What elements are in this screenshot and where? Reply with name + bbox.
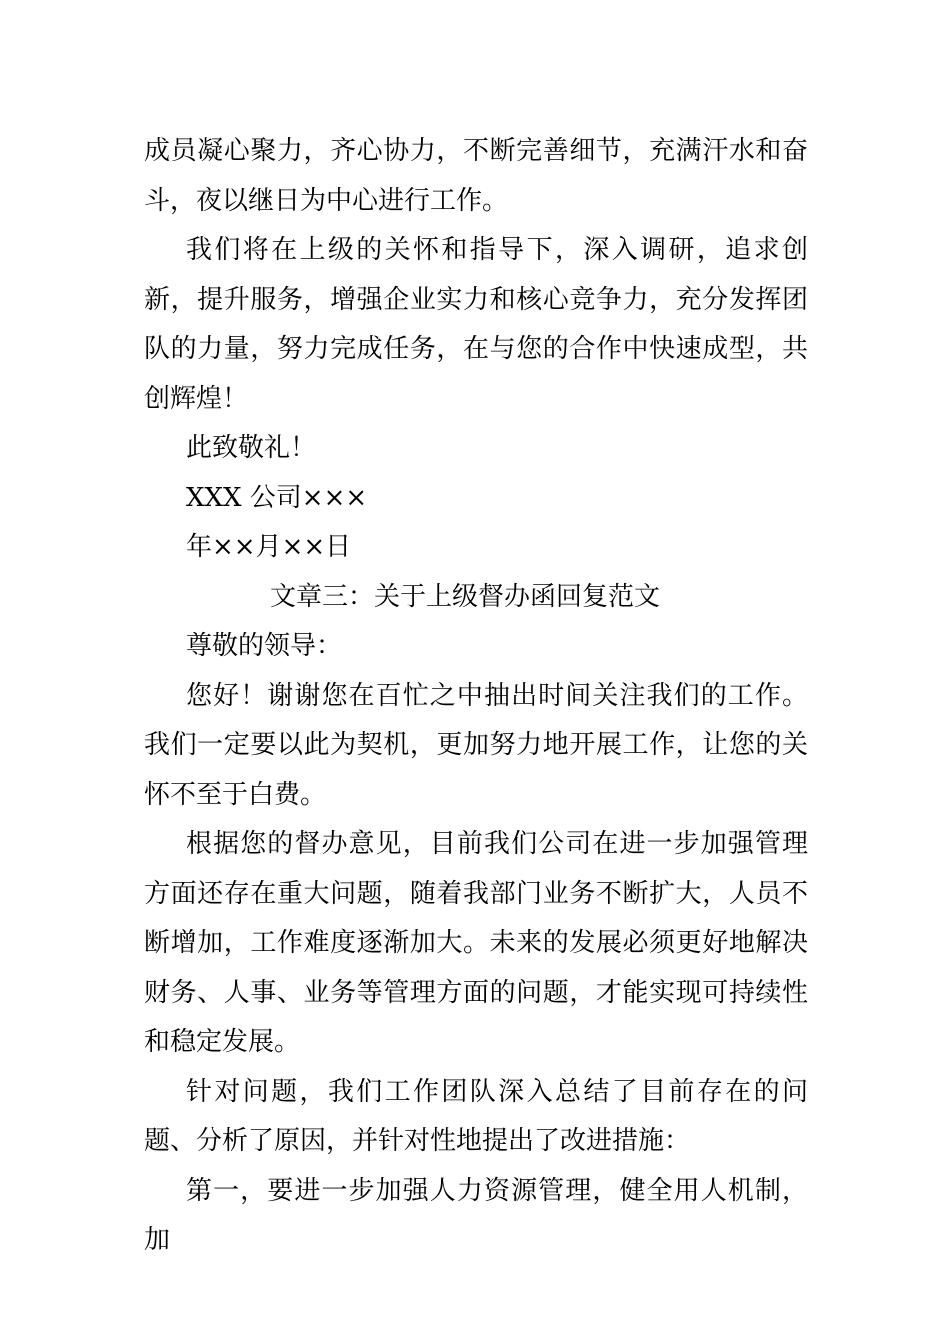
paragraph-greeting: 您好！谢谢您在百忙之中抽出时间关注我们的工作。我们一定要以此为契机，更加努力地开展工作，让您的关怀不至于白费。 [144, 680, 808, 810]
signature-company: XXX 公司××× [186, 482, 368, 513]
paragraph-commitment: 我们将在上级的关怀和指导下，深入调研，追求创新，提升服务，增强企业实力和核心竞争力，充分发挥团队的力量，努力完成任务，在与您的合作中快速成型，共创辉煌！ [144, 235, 808, 414]
document-page [144, 127, 808, 1266]
section-heading: 文章三：关于上级督办函回复范文 [270, 581, 661, 612]
paragraph-issues: 根据您的督办意见，目前我们公司在进一步加强管理方面还存在重大问题，随着我部门业务不断扩大，人员不断增加，工作难度逐渐加大。未来的发展必须更好地解决财务、人事、业务等管理方面的问题，才能实现可持续性和稳定发展。 [144, 829, 808, 1057]
salutation: 尊敬的领导： [186, 631, 343, 661]
paragraph-continuation: 成员凝心聚力，齐心协力，不断完善细节，充满汗水和奋斗，夜以继日为中心进行工作。 [144, 136, 808, 216]
paragraph-analysis: 针对问题，我们工作团队深入总结了目前存在的问题、分析了原因，并针对性地提出了改进措施： [144, 1076, 808, 1156]
paragraph-measure-one: 第一，要进一步加强人力资源管理，健全用人机制，加 [144, 1175, 808, 1255]
signature-date: 年××月××日 [186, 532, 352, 562]
closing-salute: 此致敬礼！ [186, 433, 317, 463]
